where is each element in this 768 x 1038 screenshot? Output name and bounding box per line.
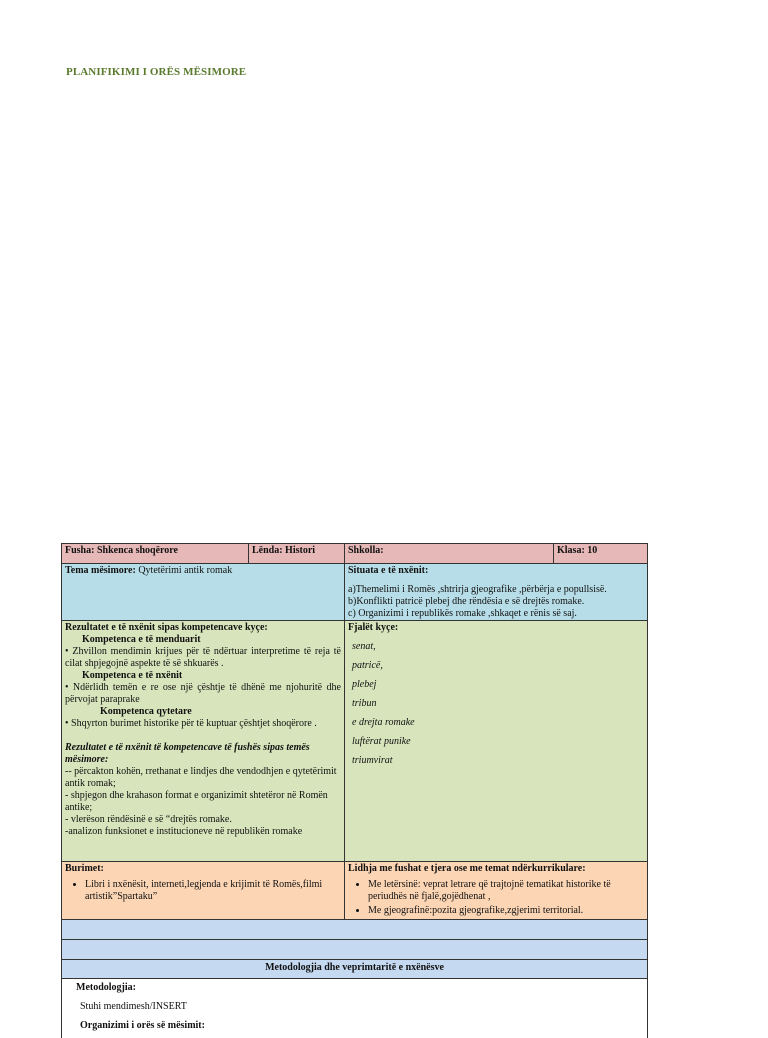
lenda-label: Lënda: Histori (252, 545, 316, 556)
keyword-item: triumvirat (352, 755, 393, 766)
tema-value: Qytetërimi antik romak (138, 565, 233, 576)
lidhja-item: • Me gjeografinë:pozita gjeografike,zgjerimi territorial. (368, 905, 644, 917)
results-cell (62, 621, 344, 861)
situata-cell (344, 564, 647, 620)
lidhja-cell (344, 862, 647, 919)
lidhja-item: • Me letërsinë: veprat letrare që trajtojnë tematikat historike të periudhës në fjalë,gojëdhenat , (368, 879, 644, 903)
results-row (61, 620, 648, 861)
results-heading: Rezultatet e të nxënit sipas kompetencave kyçe: (65, 622, 268, 633)
competence-civic-title: Kompetenca qytetare (100, 706, 192, 717)
field-results-heading: Rezultatet e të nxënit të kompetencave të fushës sipas temës mësimore: (65, 742, 310, 765)
metodologjia-label: Metodologjia: (76, 982, 136, 993)
lidhja-label: Lidhja me fushat e tjera ose me temat ndërkurrikulare: (348, 863, 586, 874)
competence-learning-title: Kompetenca e të nxënit (82, 670, 183, 681)
burimet-label: Burimet: (65, 863, 104, 874)
keyword-item: tribun (352, 698, 377, 709)
burimet-cell (62, 862, 344, 919)
tema-cell (62, 564, 344, 620)
competence-learning-text: • Ndërlidh temën e re ose një çështje të dhënë me njohuritë dhe përvojat paraprake (65, 682, 341, 705)
topic-row (61, 563, 648, 620)
method-title-row (61, 959, 648, 978)
page-title: PLANIFIKIMI I ORËS MËSIMORE (66, 66, 247, 78)
competence-civic-text: • Shqyrton burimet historike për të kuptuar çështjet shoqërore . (65, 718, 317, 729)
field-result-line: -- përcakton kohën, rrethanat e lindjes dhe vendodhjen e qytetërimit antik romak; (65, 766, 337, 789)
tema-label: Tema mësimore: (65, 565, 136, 576)
keyword-item: senat, (352, 641, 376, 652)
burimet-item: • Libri i nxënësit, interneti,legjenda e krijimit të Romës,filmi artistik”Spartaku” (85, 879, 341, 903)
klasa-cell (553, 544, 647, 563)
situata-line: b)Konflikti patricë plebej dhe rëndësia e së drejtës romake. (348, 596, 585, 607)
keywords-cell (344, 621, 647, 861)
field-result-line: - shpjegon dhe krahason format e organizimit shtetëror në Romën antike; (65, 790, 328, 813)
keywords-heading: Fjalët kyçe: (348, 622, 399, 633)
shkolla-label: Shkolla: (348, 545, 384, 556)
keyword-item: patricë, (352, 660, 383, 671)
method-body-row (61, 978, 648, 1038)
competence-thinking-text: • Zhvillon mendimin krijues për të ndërtuar interpretime të reja të cilat shpjegojnë aspekte të së shkuarës . (65, 646, 341, 669)
organizimi-label: Organizimi i orës së mësimit: (80, 1020, 205, 1031)
keyword-item: plebej (352, 679, 377, 690)
lenda-cell (248, 544, 344, 563)
fusha-cell (62, 544, 248, 563)
info-row (61, 543, 648, 563)
empty-row (61, 919, 648, 939)
keyword-item: e drejta romake (352, 717, 415, 728)
field-result-line: - vlerëson rëndësinë e së “drejtës romake. (65, 814, 232, 825)
situata-label: Situata e të nxënit: (348, 565, 429, 576)
method-body-cell (62, 979, 647, 1038)
empty-row (61, 939, 648, 959)
method-title: Metodologjia dhe veprimtaritë e nxënësve (265, 962, 444, 973)
metodologjia-value: Stuhi mendimesh/INSERT (80, 1001, 187, 1012)
sources-row (61, 861, 648, 919)
klasa-label: Klasa: 10 (557, 545, 598, 556)
lesson-plan-table (61, 543, 648, 1038)
field-result-line: -analizon funksionet e institucioneve në republikën romake (65, 826, 303, 837)
keyword-item: luftërat punike (352, 736, 411, 747)
fusha-label: Fusha: Shkenca shoqërore (65, 545, 178, 556)
competence-thinking-title: Kompetenca e të menduarit (82, 634, 201, 645)
situata-line: a)Themelimi i Romës ,shtrirja gjeografike ,përbërja e popullsisë. (348, 584, 607, 595)
situata-line: c) Organizimi i republikës romake ,shkaqet e rënis së saj. (348, 608, 577, 619)
shkolla-cell (344, 544, 553, 563)
